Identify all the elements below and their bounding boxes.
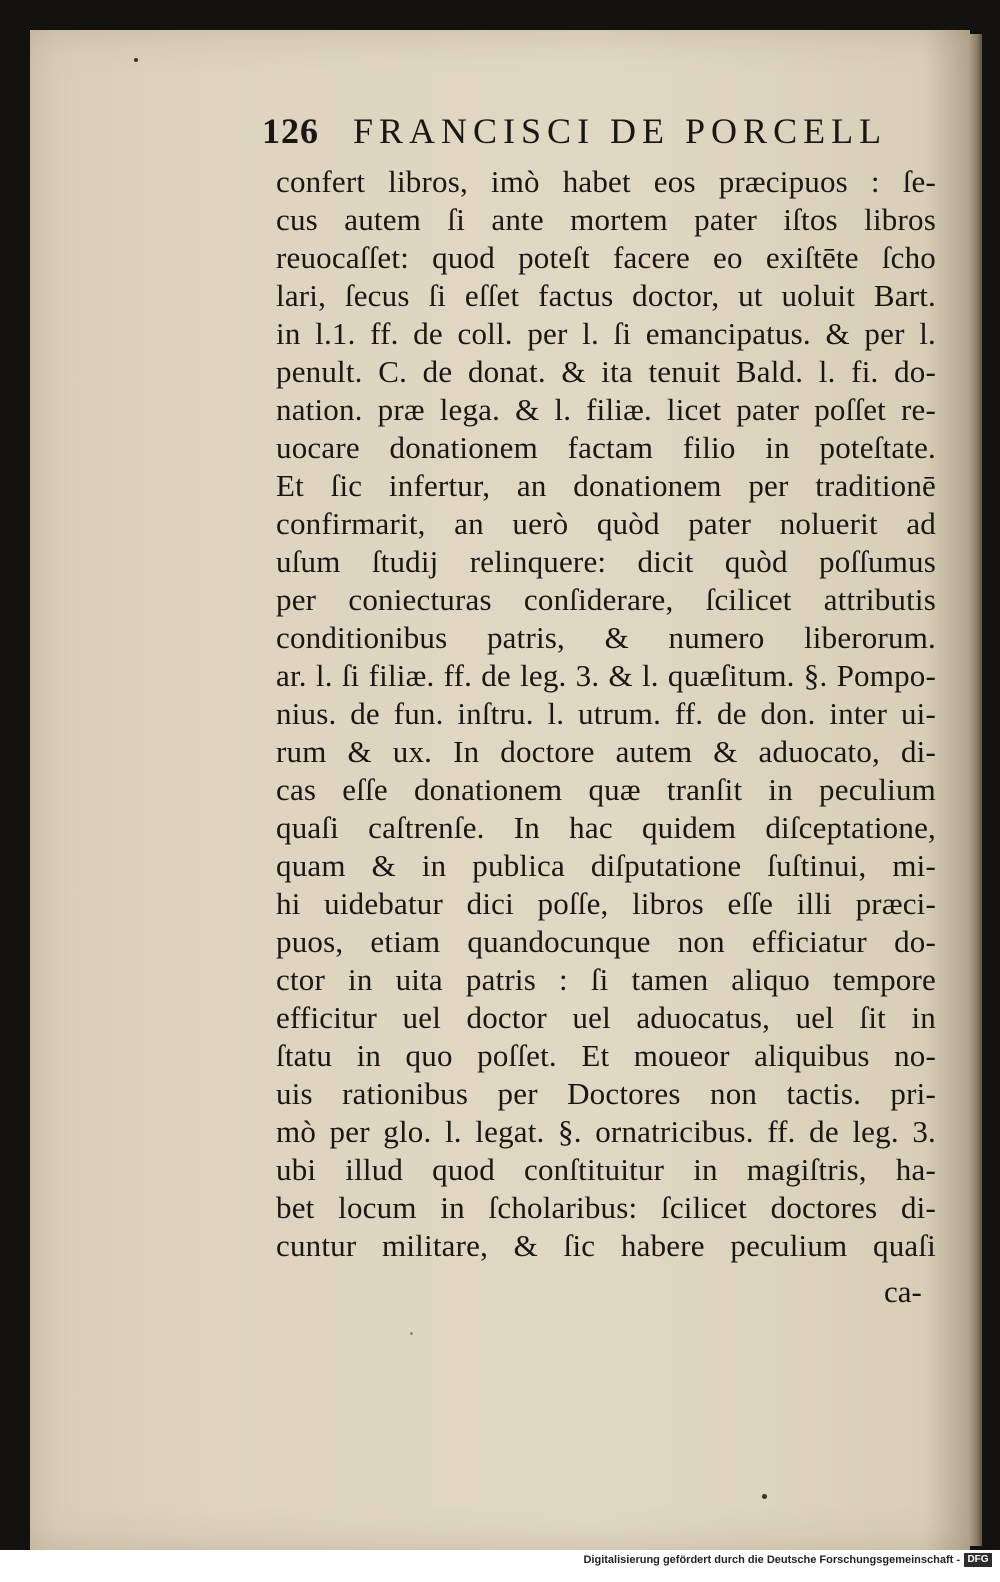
text-line: hi uidebatur dici poſſe, libros eſſe illi præci-	[276, 886, 936, 921]
running-head: FRANCISCI DE PORCELL	[353, 111, 888, 151]
paper-speck	[762, 1494, 767, 1499]
text-line: reuocaſſet: quod poteſt facere eo exiſtēte ſcho	[276, 240, 936, 275]
text-line: Et ſic infertur, an donationem per traditionē	[276, 468, 936, 503]
catchword: ca-	[884, 1274, 922, 1309]
body-text	[276, 163, 936, 1265]
text-line: penult. C. de donat. & ita tenuit Bald. l. fi. do-	[276, 354, 936, 389]
text-line: confert libros, imò habet eos præcipuos : ſe-	[276, 164, 936, 199]
text-line: ctor in uita patris : ſi tamen aliquo tempore	[276, 962, 936, 997]
text-line: ſtatu in quo poſſet. Et moueor aliquibus no-	[276, 1038, 936, 1073]
text-line: quam & in publica diſputatione ſuſtinui, mi-	[276, 848, 936, 883]
text-line: per coniecturas conſiderare, ſcilicet attributis	[276, 582, 936, 617]
text-line: rum & ux. In doctore autem & aduocato, di-	[276, 734, 936, 769]
page-edge	[968, 34, 982, 1546]
text-line: confirmarit, an uerò quòd pater noluerit ad	[276, 506, 936, 541]
funding-credit: Digitalisierung gefördert durch die Deutsche Forschungsgemeinschaft -	[583, 1554, 960, 1566]
text-line: mò per glo. l. legat. §. ornatricibus. ff. de leg. 3.	[276, 1114, 936, 1149]
text-line: uſum ſtudij relinquere: dicit quòd poſſumus	[276, 544, 936, 579]
text-line: nation. præ lega. & l. filiæ. licet pater poſſet re-	[276, 392, 936, 427]
dfg-logo: DFG	[964, 1553, 992, 1567]
text-line: quaſi caſtrenſe. In hac quidem diſceptatione,	[276, 810, 936, 845]
paper-speck	[410, 1332, 413, 1335]
text-line: uocare donationem factam filio in poteſtate.	[276, 430, 936, 465]
text-line: bet locum in ſcholaribus: ſcilicet doctores di-	[276, 1190, 936, 1225]
text-line: cas eſſe donationem quæ tranſit in peculium	[276, 772, 936, 807]
page-number: 126	[262, 111, 319, 151]
text-line: cuntur militare, & ſic habere peculium quaſi	[276, 1228, 936, 1263]
text-line: lari, ſecus ſi eſſet factus doctor, ut uoluit Bart.	[276, 278, 936, 313]
text-line: puos, etiam quandocunque non efficiatur do-	[276, 924, 936, 959]
paper-speck	[134, 58, 138, 62]
text-line: in l.1. ff. de coll. per l. ſi emancipatus. & per l.	[276, 316, 936, 351]
text-line: cus autem ſi ante mortem pater iſtos libros	[276, 202, 936, 237]
text-line: conditionibus patris, & numero liberorum.	[276, 620, 936, 655]
text-line: ubi illud quod conſtituitur in magiſtris, ha-	[276, 1152, 936, 1187]
text-line: ar. l. ſi filiæ. ff. de leg. 3. & l. quæſitum. §. Pompo-	[276, 658, 936, 693]
page-header	[262, 110, 902, 156]
text-line: efficitur uel doctor uel aduocatus, uel ſit in	[276, 1000, 936, 1035]
text-line: uis rationibus per Doctores non tactis. pri-	[276, 1076, 936, 1111]
text-line: nius. de fun. inſtru. l. utrum. ff. de don. inter ui-	[276, 696, 936, 731]
